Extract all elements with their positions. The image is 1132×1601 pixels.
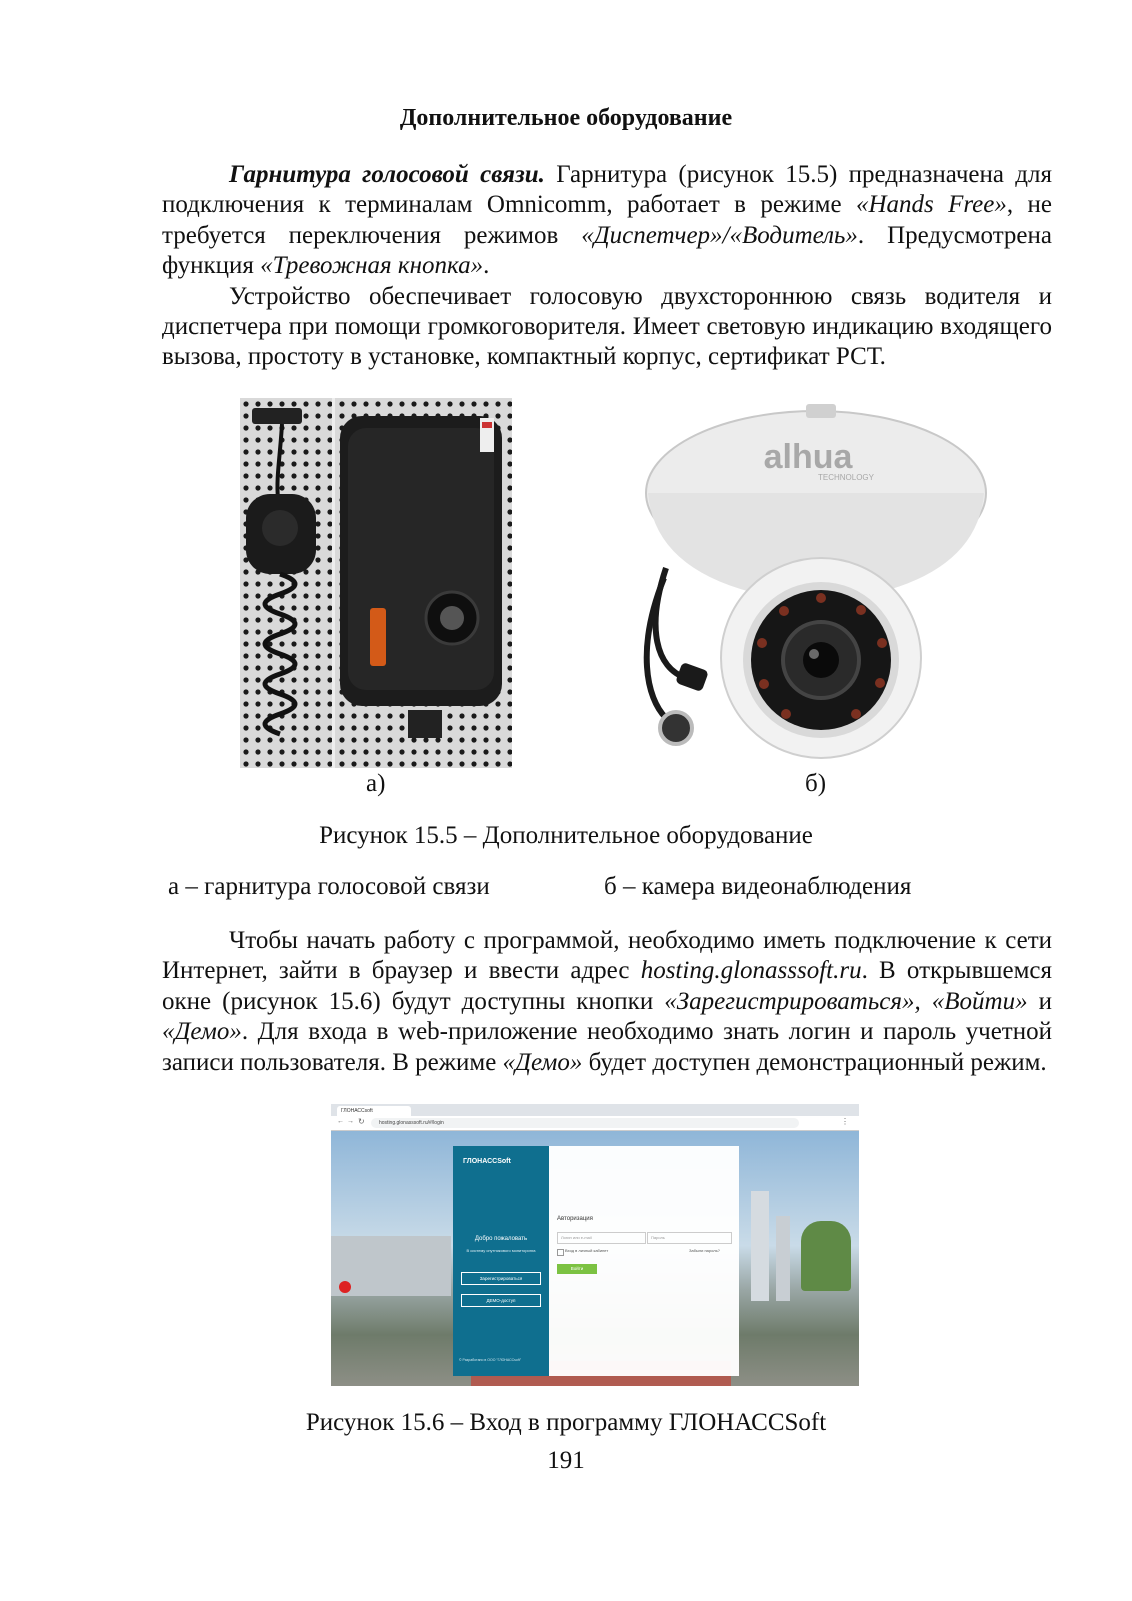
password-input[interactable]: Пароль [647, 1232, 732, 1244]
figure-legend-b: б – камера видеонаблюдения [604, 873, 912, 900]
reload-icon[interactable]: ↻ [358, 1117, 365, 1126]
headset-photo [240, 398, 512, 768]
figure-legend-a: а – гарнитура голосовой связи [168, 873, 490, 900]
para1-text-3: . Предусмотрена функция [162, 221, 1052, 280]
paragraph-headset [162, 160, 1052, 373]
figure-label-a: а) [366, 770, 386, 797]
para1-italic-1: «Hands Free» [855, 191, 1007, 219]
back-icon[interactable]: ← [337, 1118, 344, 1125]
para3-text-3: и [1027, 987, 1052, 1015]
glonass-logo: ГЛОНАССSoft [463, 1158, 511, 1165]
auth-title: Авторизация [557, 1216, 593, 1222]
welcome-subtitle: В систему спутникового мониторинга [466, 1248, 536, 1253]
welcome-title: Добро пожаловать [474, 1236, 528, 1242]
welcome-panel [453, 1146, 549, 1376]
figure-label-b: б) [805, 770, 827, 797]
address-bar[interactable]: hosting.glonasssoft.ru/#/login [371, 1118, 799, 1128]
copyright-text: © Разработано в ООО "ГЛОНАССsoft" [459, 1358, 522, 1362]
para3-text-4: . Для входа в web-приложение необходимо знать логин и пароль учетной записи пользователя. В режиме [162, 1018, 1052, 1076]
para3-text-5: будет доступен демонстрационный режим. [582, 1048, 1047, 1076]
para1-text-1: Гарнитура (рисунок 15.5) предназначена для подключения к терминалам Omnicomm, работает в режиме [162, 161, 1052, 219]
figure-15-5-caption: Рисунок 15.5 – Дополнительное оборудование [319, 822, 813, 849]
menu-icon[interactable]: ⋮ [841, 1117, 849, 1126]
camera-brand-sub: TECHNOLOGY [817, 473, 875, 482]
browser-toolbar [331, 1116, 859, 1131]
login-button[interactable]: Войти [557, 1264, 597, 1274]
para1-text-4: . [483, 252, 490, 280]
camera-photo [636, 398, 996, 768]
para3-text-1: Чтобы начать работу с программой, необходимо иметь подключение к сети Интернет, зайти в браузер и ввести адрес [162, 927, 1052, 985]
para1-italic-2: «Диспетчер»/«Водитель» [581, 221, 858, 249]
forgot-password-link[interactable]: Забыли пароль? [689, 1248, 720, 1253]
camera-brand: alhua [763, 438, 853, 476]
remember-checkbox[interactable] [557, 1249, 564, 1256]
login-form [549, 1146, 739, 1376]
demo-button[interactable]: ДЕМО-доступ [461, 1294, 541, 1307]
page-number: 191 [547, 1447, 585, 1474]
login-input[interactable]: Логин или e-mail [557, 1232, 646, 1244]
para3-italic-1: hosting.glonasssoft.ru [640, 957, 862, 985]
figure-15-6-caption: Рисунок 15.6 – Вход в программу ГЛОНАССSoft [305, 1409, 827, 1436]
remember-label: Вход в личный кабинет [565, 1248, 609, 1253]
para3-italic-4: «Демо» [502, 1048, 583, 1076]
para3-italic-2: «Зарегистрироваться», «Войти» [664, 987, 1028, 1015]
section-heading: Дополнительное оборудование [399, 105, 733, 131]
browser-tabbar [331, 1104, 859, 1116]
paragraph-device: Устройство обеспечивает голосовую двухстороннюю связь водителя и диспетчера при помощи громкоговорителя. Имеет световую индикацию входящего вызова, простоту в установке, компактный корпус, сертификат РСТ. [162, 282, 1052, 371]
paragraph-program [162, 926, 1052, 1078]
para3-text-2: . В открывшемся окне (рисунок 15.6) будут доступны кнопки [162, 957, 1053, 1015]
forward-icon[interactable]: → [347, 1118, 354, 1125]
headset-lead: Гарнитура голосовой связи. [229, 161, 545, 188]
para3-italic-3: «Демо» [162, 1018, 242, 1046]
browser-tab[interactable]: ГЛОНАССsoft [337, 1106, 411, 1116]
no-entry-sign-icon [339, 1281, 351, 1293]
register-button[interactable]: Зарегистрироваться [461, 1272, 541, 1285]
login-screenshot [331, 1104, 859, 1386]
para1-italic-3: «Тревожная кнопка» [260, 252, 484, 280]
para1-text-2: , не требуется переключения режимов [162, 191, 1052, 249]
